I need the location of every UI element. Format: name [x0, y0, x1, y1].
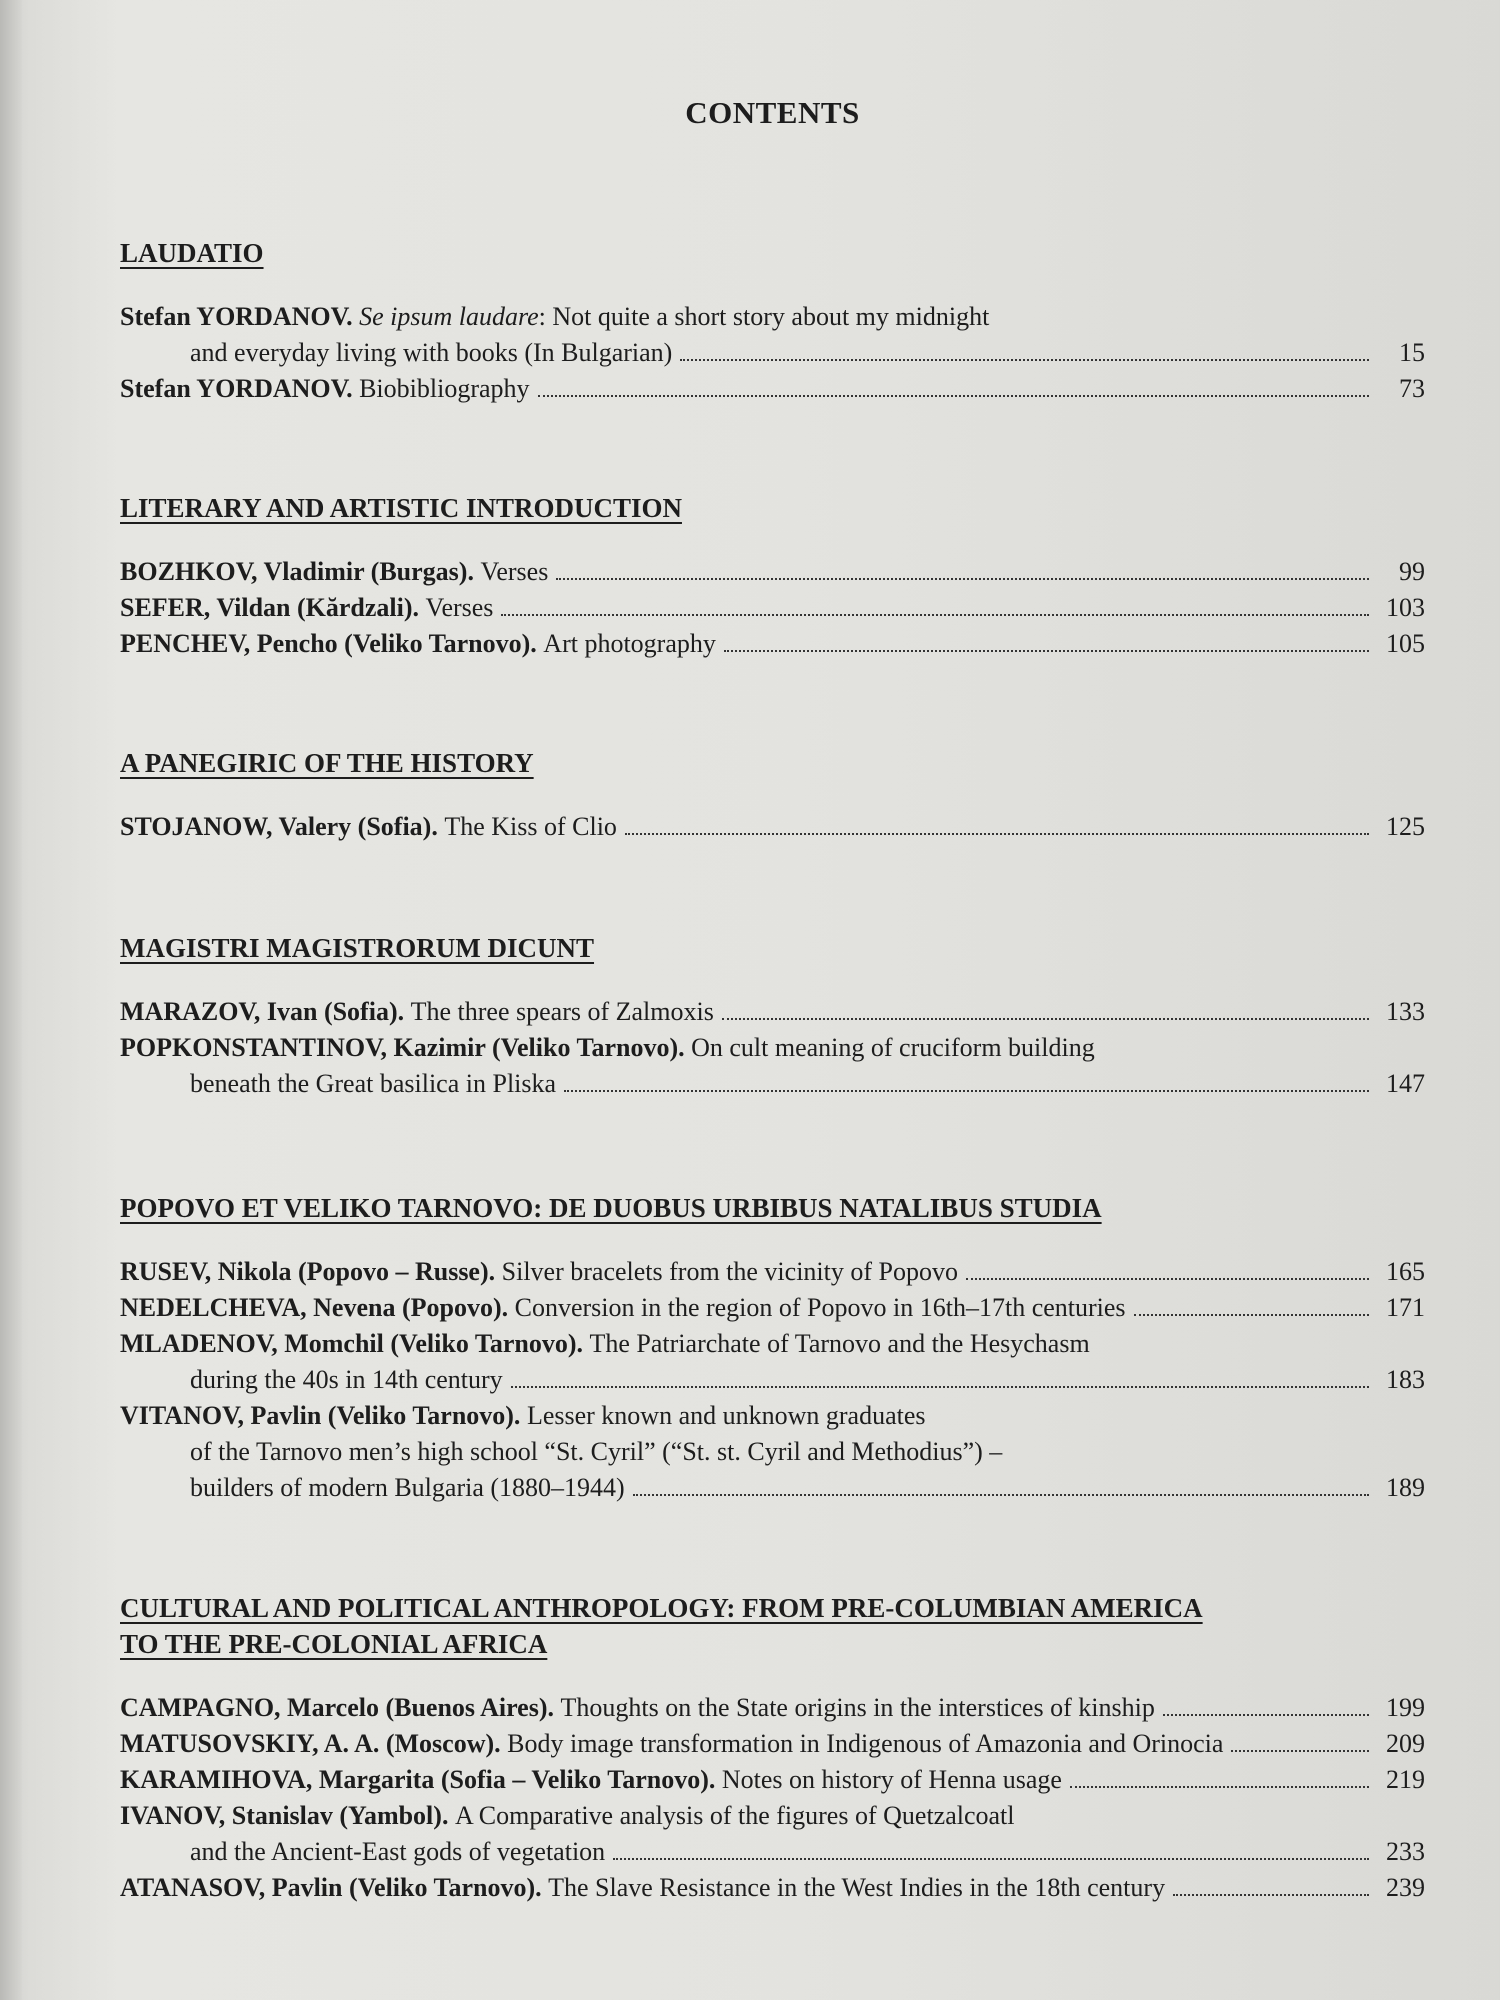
- entry-page-number: 73: [1399, 374, 1425, 403]
- entry-continuation-line: [120, 1434, 1425, 1470]
- entry-page-number: 125: [1386, 812, 1425, 841]
- section-heading: LAUDATIO: [120, 238, 264, 268]
- toc-section: [120, 1190, 1425, 1506]
- entry-page-number: 239: [1386, 1873, 1425, 1902]
- entry-title-continued: and everyday living with books (In Bulgarian): [190, 338, 673, 367]
- dot-leader: [511, 1386, 1369, 1388]
- entry-continuation-line: [120, 1362, 1425, 1398]
- dot-leader: [1173, 1894, 1369, 1896]
- entry-first-line: [120, 1798, 1425, 1834]
- toc-entry: [120, 1726, 1425, 1762]
- entry-author: POPKONSTANTINOV, Kazimir (Veliko Tarnovo).: [120, 1033, 685, 1062]
- entry-title-continued: of the Tarnovo men’s high school “St. Cyril” (“St. st. Cyril and Methodius”) –: [190, 1437, 1003, 1466]
- dot-leader: [1163, 1714, 1369, 1716]
- dot-leader: [633, 1494, 1369, 1496]
- entry-title: On cult meaning of cruciform building: [684, 1033, 1095, 1062]
- toc-section: [120, 745, 1425, 845]
- entry-first-line: [120, 1398, 1425, 1434]
- section-entries: [120, 1254, 1425, 1506]
- entry-page-number: 147: [1386, 1069, 1425, 1098]
- entry-title-continued: during the 40s in 14th century: [190, 1365, 503, 1394]
- entry-page-number: 103: [1386, 593, 1425, 622]
- dot-leader: [1134, 1314, 1369, 1316]
- entry-page-number: 189: [1386, 1473, 1425, 1502]
- toc-entry: [120, 1690, 1425, 1726]
- entry-first-line: [120, 299, 1425, 335]
- toc-entry: [120, 1870, 1425, 1906]
- entry-title: Silver bracelets from the vicinity of Popovo: [495, 1257, 958, 1286]
- section-heading: A PANEGIRIC OF THE HISTORY: [120, 748, 534, 778]
- toc-entry: [120, 1030, 1425, 1102]
- entry-author: VITANOV, Pavlin (Veliko Tarnovo).: [120, 1401, 521, 1430]
- entry-page-number: 183: [1386, 1365, 1425, 1394]
- dot-leader: [724, 650, 1369, 652]
- entry-continuation-line: [120, 335, 1425, 371]
- dot-leader: [501, 614, 1369, 616]
- dot-leader: [613, 1858, 1369, 1860]
- entry-author: KARAMIHOVA, Margarita (Sofia – Veliko Tarnovo).: [120, 1765, 716, 1794]
- entry-author: RUSEV, Nikola (Popovo – Russe).: [120, 1257, 496, 1286]
- dot-leader: [722, 1018, 1369, 1020]
- entry-first-line: [120, 590, 1425, 626]
- entry-page-number: 209: [1386, 1729, 1425, 1758]
- entry-title-continued: beneath the Great basilica in Pliska: [190, 1069, 557, 1098]
- toc-section: [120, 235, 1425, 407]
- entry-title: Conversion in the region of Popovo in 16th–17th centuries: [508, 1293, 1126, 1322]
- section-entries: [120, 994, 1425, 1102]
- entry-page-number: 165: [1386, 1257, 1425, 1286]
- toc-entry: [120, 809, 1425, 845]
- entry-title: Lesser known and unknown graduates: [520, 1401, 926, 1430]
- entry-first-line: [120, 994, 1425, 1030]
- entry-title: The Patriarchate of Tarnovo and the Hesychasm: [583, 1329, 1090, 1358]
- section-entries: [120, 809, 1425, 845]
- section-entries: [120, 554, 1425, 662]
- entry-first-line: [120, 1726, 1425, 1762]
- entry-title: Verses: [473, 557, 549, 586]
- entry-title: The Slave Resistance in the West Indies in the 18th century: [541, 1873, 1166, 1902]
- toc-entry: [120, 626, 1425, 662]
- entry-first-line: [120, 809, 1425, 845]
- toc-entry: [120, 371, 1425, 407]
- entry-author: MLADENOV, Momchil (Veliko Tarnovo).: [120, 1329, 583, 1358]
- entry-continuation-line: [120, 1834, 1425, 1870]
- dot-leader: [1070, 1786, 1369, 1788]
- entry-page-number: 233: [1386, 1837, 1425, 1866]
- dot-leader: [538, 395, 1369, 397]
- entry-title: : Not quite a short story about my midnight: [538, 302, 990, 331]
- entry-title: The three spears of Zalmoxis: [404, 997, 714, 1026]
- entry-first-line: [120, 1290, 1425, 1326]
- entry-author: STOJANOW, Valery (Sofia).: [120, 812, 438, 841]
- entry-author: ATANASOV, Pavlin (Veliko Tarnovo).: [120, 1873, 542, 1902]
- toc-entry: [120, 554, 1425, 590]
- toc-entry: [120, 1798, 1425, 1870]
- entry-title-italic: Se ipsum laudare: [359, 302, 539, 331]
- entry-title: Thoughts on the State origins in the interstices of kinship: [554, 1693, 1155, 1722]
- dot-leader: [680, 359, 1369, 361]
- entry-page-number: 105: [1386, 629, 1425, 658]
- entry-continuation-line: [120, 1470, 1425, 1506]
- section-heading: MAGISTRI MAGISTRORUM DICUNT: [120, 933, 595, 963]
- entry-page-number: 133: [1386, 997, 1425, 1026]
- entry-author: MATUSOVSKIY, A. A. (Moscow).: [120, 1729, 501, 1758]
- entry-page-number: 15: [1399, 338, 1425, 367]
- entry-author: NEDELCHEVA, Nevena (Popovo).: [120, 1293, 509, 1322]
- dot-leader: [1231, 1750, 1369, 1752]
- entry-page-number: 99: [1399, 557, 1425, 586]
- entry-title: Body image transformation in Indigenous of Amazonia and Orinocia: [500, 1729, 1224, 1758]
- entry-page-number: 199: [1386, 1693, 1425, 1722]
- book-spine-shadow: [0, 0, 22, 2000]
- dot-leader: [556, 578, 1369, 580]
- entry-title: The Kiss of Clio: [437, 812, 617, 841]
- entry-page-number: 171: [1386, 1293, 1425, 1322]
- entry-author: BOZHKOV, Vladimir (Burgas).: [120, 557, 474, 586]
- toc-entry: [120, 1762, 1425, 1798]
- toc-entry: [120, 590, 1425, 626]
- entry-title-continued: builders of modern Bulgaria (1880–1944): [190, 1473, 625, 1502]
- entry-first-line: [120, 626, 1425, 662]
- toc-entry: [120, 1254, 1425, 1290]
- entry-first-line: [120, 1326, 1425, 1362]
- toc-entry: [120, 299, 1425, 371]
- entry-author: MARAZOV, Ivan (Sofia).: [120, 997, 405, 1026]
- section-entries: [120, 299, 1425, 407]
- entry-title: A Comparative analysis of the figures of Quetzalcoatl: [448, 1801, 1015, 1830]
- entry-title: Art photography: [536, 629, 716, 658]
- entry-first-line: [120, 554, 1425, 590]
- entry-first-line: [120, 1254, 1425, 1290]
- toc-entry: [120, 994, 1425, 1030]
- entry-title-continued: and the Ancient-East gods of vegetation: [190, 1837, 606, 1866]
- entry-author: PENCHEV, Pencho (Veliko Tarnovo).: [120, 629, 537, 658]
- entry-author: CAMPAGNO, Marcelo (Buenos Aires).: [120, 1693, 554, 1722]
- toc-entry: [120, 1326, 1425, 1398]
- toc-section: [120, 1590, 1425, 1906]
- entry-first-line: [120, 1762, 1425, 1798]
- toc-section: [120, 490, 1425, 662]
- entry-author: IVANOV, Stanislav (Yambol).: [120, 1801, 449, 1830]
- section-heading: POPOVO ET VELIKO TARNOVO: DE DUOBUS URBIBUS NATALIBUS STUDIA: [120, 1193, 1102, 1223]
- dot-leader: [564, 1090, 1369, 1092]
- dot-leader: [966, 1278, 1369, 1280]
- entry-author: Stefan YORDANOV.: [120, 302, 353, 331]
- entry-continuation-line: [120, 1066, 1425, 1102]
- toc-section: [120, 930, 1425, 1102]
- toc-entry: [120, 1290, 1425, 1326]
- section-heading: LITERARY AND ARTISTIC INTRODUCTION: [120, 493, 682, 523]
- entry-first-line: [120, 371, 1425, 407]
- entry-title: Biobibliography: [352, 374, 530, 403]
- section-heading: CULTURAL AND POLITICAL ANTHROPOLOGY: FROM PRE-COLUMBIAN AMERICA: [120, 1593, 1203, 1623]
- entry-title: Notes on history of Henna usage: [715, 1765, 1062, 1794]
- section-entries: [120, 1690, 1425, 1906]
- page-title: CONTENTS: [685, 95, 860, 130]
- section-heading: TO THE PRE-COLONIAL AFRICA: [120, 1629, 548, 1659]
- dot-leader: [625, 833, 1369, 835]
- entry-page-number: 219: [1386, 1765, 1425, 1794]
- toc-entry: [120, 1398, 1425, 1506]
- entry-first-line: [120, 1030, 1425, 1066]
- entry-author: Stefan YORDANOV.: [120, 374, 353, 403]
- entry-title: Verses: [419, 593, 494, 622]
- entry-first-line: [120, 1690, 1425, 1726]
- entry-first-line: [120, 1870, 1425, 1906]
- entry-author: SEFER, Vildan (Kărdzali).: [120, 593, 420, 622]
